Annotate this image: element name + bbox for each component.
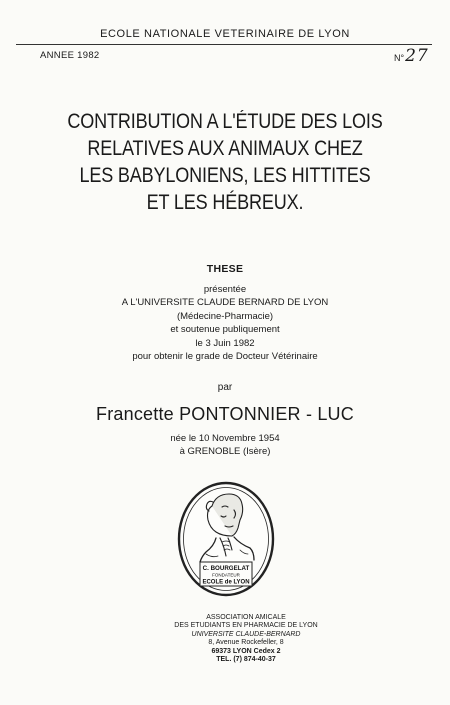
seal-name: C. BOURGELAT [202,565,250,572]
seal-place: ECOLE de LYON [202,579,250,586]
thesis-number-handwritten: 27 [405,46,429,66]
author-name: Francette PONTONNIER - LUC [96,404,354,424]
publisher-line: DES ETUDIANTS EN PHARMACIE DE LYON [174,622,318,630]
title-line: ET LES HÉBREUX. [146,191,304,214]
seal-role: FONDATEUR [212,572,240,578]
birth-place: à GRENOBLE (Isère) [179,446,271,457]
academic-year: ANNEE 1982 [40,50,100,61]
school-name: ECOLE NATIONALE VETERINAIRE DE LYON [100,28,350,40]
detail-line: le 3 Juin 1982 [195,337,255,349]
thesis-number-prefix: N° [394,53,405,63]
birth-date: née le 10 Novembre 1954 [170,433,280,444]
detail-line: et soutenue publiquement [170,324,280,336]
publisher-line: UNIVERSITE CLAUDE-BERNARD [191,630,301,638]
publisher-line: ASSOCIATION AMICALE [206,614,286,621]
by-label: par [217,382,233,393]
thesis-number [394,46,429,66]
title-line: RELATIVES AUX ANIMAUX CHEZ [87,137,363,160]
thesis-details [0,283,450,363]
thesis-heading: THESE [206,263,244,275]
title-line: LES BABYLONIENS, LES HITTITES [79,164,371,187]
detail-line: A L'UNIVERSITE CLAUDE BERNARD DE LYON [121,297,329,309]
detail-line: (Médecine-Pharmacie) [176,310,274,322]
detail-line: présentée [203,284,247,295]
publisher-line: 8, Avenue Rockefeller, 8 [208,639,284,647]
bourgelat-seal [176,480,276,598]
publisher-stamp [130,614,362,664]
author-birth [0,432,450,458]
thesis-title [32,108,419,216]
publisher-line: 69373 LYON Cedex 2 [211,647,281,655]
header-divider [16,44,432,45]
publisher-line: TEL. (7) 874-40-37 [216,656,276,664]
title-line: CONTRIBUTION A L'ÉTUDE DES LOIS [67,110,383,133]
detail-line: pour obtenir le grade de Docteur Vétérinaire [132,351,318,363]
